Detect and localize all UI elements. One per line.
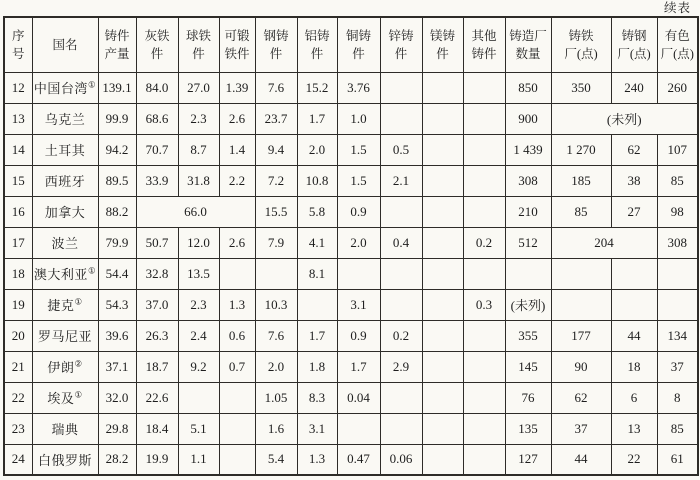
table-cell: 85 bbox=[551, 196, 611, 227]
table-cell: 9.2 bbox=[178, 351, 219, 382]
table-cell bbox=[219, 444, 255, 475]
table-cell bbox=[422, 413, 463, 444]
table-cell: 6 bbox=[611, 382, 657, 413]
table-cell: 西班牙 bbox=[32, 165, 98, 196]
table-cell bbox=[657, 258, 698, 289]
table-header bbox=[4, 17, 698, 72]
col-header-iron-foundries: 铸铁 厂(点) bbox=[551, 17, 611, 72]
table-cell bbox=[422, 444, 463, 475]
col-header-serial-number: 序 号 bbox=[4, 17, 32, 72]
table-cell: 罗马尼亚 bbox=[32, 320, 98, 351]
table-cell bbox=[505, 258, 551, 289]
table-row bbox=[4, 382, 698, 413]
table-cell: 8.1 bbox=[297, 258, 337, 289]
table-cell: 2.0 bbox=[297, 134, 337, 165]
table-cell: 0.7 bbox=[219, 351, 255, 382]
table-cell: 7.9 bbox=[255, 227, 297, 258]
table-cell: 5.1 bbox=[178, 413, 219, 444]
table-cell: 1.05 bbox=[255, 382, 297, 413]
table-cell: 18.4 bbox=[136, 413, 178, 444]
footnote-marker: ① bbox=[74, 296, 83, 307]
footnote-marker: ② bbox=[74, 358, 83, 369]
table-cell: 14 bbox=[4, 134, 32, 165]
table-cell: 0.9 bbox=[337, 320, 380, 351]
table-cell bbox=[463, 351, 505, 382]
table-cell: 0.3 bbox=[463, 289, 505, 320]
table-cell: 1.8 bbox=[297, 351, 337, 382]
col-header-nonferrous-foundries: 有色 厂(点) bbox=[657, 17, 698, 72]
table-cell: 15.2 bbox=[297, 72, 337, 103]
table-row bbox=[4, 227, 698, 258]
table-cell: 350 bbox=[551, 72, 611, 103]
table-cell: 26.3 bbox=[136, 320, 178, 351]
table-cell: 2.1 bbox=[380, 165, 422, 196]
table-cell: 澳大利亚① bbox=[32, 258, 98, 289]
table-cell: 16 bbox=[4, 196, 32, 227]
table-cell: 107 bbox=[657, 134, 698, 165]
table-cell: 2.3 bbox=[178, 103, 219, 134]
table-cell: 99.9 bbox=[98, 103, 136, 134]
footnote-marker: ① bbox=[87, 79, 97, 90]
table-cell bbox=[463, 258, 505, 289]
table-cell: 10.3 bbox=[255, 289, 297, 320]
table-cell bbox=[380, 72, 422, 103]
table-cell bbox=[463, 165, 505, 196]
table-cell: 0.2 bbox=[380, 320, 422, 351]
table-cell bbox=[219, 382, 255, 413]
table-cell: 伊朗② bbox=[32, 351, 98, 382]
table-cell: 27.0 bbox=[178, 72, 219, 103]
table-cell bbox=[422, 258, 463, 289]
table-cell: 90 bbox=[551, 351, 611, 382]
table-cell: 177 bbox=[551, 320, 611, 351]
table-cell: 66.0 bbox=[136, 196, 255, 227]
table-cell bbox=[611, 289, 657, 320]
table-cell bbox=[463, 320, 505, 351]
table-row bbox=[4, 320, 698, 351]
table-cell: 3.76 bbox=[337, 72, 380, 103]
table-cell: 28.2 bbox=[98, 444, 136, 475]
table-cell bbox=[337, 413, 380, 444]
table-cell: 0.4 bbox=[380, 227, 422, 258]
table-cell: 7.6 bbox=[255, 320, 297, 351]
col-header-gray-iron: 灰铁 件 bbox=[136, 17, 178, 72]
table-cell bbox=[551, 258, 611, 289]
table-cell: 1.4 bbox=[219, 134, 255, 165]
table-cell: 1.7 bbox=[337, 351, 380, 382]
table-cell: 12.0 bbox=[178, 227, 219, 258]
table-cell bbox=[178, 382, 219, 413]
table-cell: 38 bbox=[611, 165, 657, 196]
table-cell bbox=[611, 258, 657, 289]
table-cell: 27 bbox=[611, 196, 657, 227]
table-cell: 1.5 bbox=[337, 165, 380, 196]
table-cell: 54.4 bbox=[98, 258, 136, 289]
table-cell: 145 bbox=[505, 351, 551, 382]
table-cell bbox=[422, 134, 463, 165]
table-cell: 2.4 bbox=[178, 320, 219, 351]
table-cell: 0.06 bbox=[380, 444, 422, 475]
table-cell: 98 bbox=[657, 196, 698, 227]
table-cell: 23 bbox=[4, 413, 32, 444]
table-cell: 204 bbox=[551, 227, 657, 258]
table-row bbox=[4, 444, 698, 475]
table-cell: 1.1 bbox=[178, 444, 219, 475]
table-cell: 68.6 bbox=[136, 103, 178, 134]
table-cell: 308 bbox=[657, 227, 698, 258]
table-cell: 8.3 bbox=[297, 382, 337, 413]
col-header-copper-castings: 铜铸 件 bbox=[337, 17, 380, 72]
table-cell bbox=[255, 258, 297, 289]
table-cell bbox=[219, 258, 255, 289]
table-cell: 33.9 bbox=[136, 165, 178, 196]
table-cell: 37 bbox=[657, 351, 698, 382]
table-cell: 5.8 bbox=[297, 196, 337, 227]
table-row bbox=[4, 165, 698, 196]
col-header-steel-castings: 钢铸 件 bbox=[255, 17, 297, 72]
table-cell: 1.7 bbox=[297, 103, 337, 134]
table-cell bbox=[463, 413, 505, 444]
table-cell bbox=[463, 103, 505, 134]
table-cell: 18 bbox=[611, 351, 657, 382]
col-header-other-castings: 其他 铸件 bbox=[463, 17, 505, 72]
table-cell: 波兰 bbox=[32, 227, 98, 258]
table-cell: 54.3 bbox=[98, 289, 136, 320]
table-cell bbox=[422, 227, 463, 258]
table-cell: 185 bbox=[551, 165, 611, 196]
table-row bbox=[4, 196, 698, 227]
table-cell: 2.6 bbox=[219, 227, 255, 258]
table-row bbox=[4, 413, 698, 444]
table-cell: 355 bbox=[505, 320, 551, 351]
table-cell bbox=[463, 72, 505, 103]
table-cell bbox=[657, 289, 698, 320]
table-cell: 0.47 bbox=[337, 444, 380, 475]
table-cell: 62 bbox=[551, 382, 611, 413]
table-cell: 0.04 bbox=[337, 382, 380, 413]
table-cell: 2.2 bbox=[219, 165, 255, 196]
table-cell: 76 bbox=[505, 382, 551, 413]
col-header-malleable-iron: 可锻 铁件 bbox=[219, 17, 255, 72]
table-cell: 0.6 bbox=[219, 320, 255, 351]
table-cell: 37 bbox=[551, 413, 611, 444]
table-cell bbox=[380, 258, 422, 289]
table-cell: 1.6 bbox=[255, 413, 297, 444]
table-cell bbox=[422, 165, 463, 196]
table-cell bbox=[380, 196, 422, 227]
table-cell: 13.5 bbox=[178, 258, 219, 289]
table-cell bbox=[463, 444, 505, 475]
table-cell: 18.7 bbox=[136, 351, 178, 382]
table-cell: 62 bbox=[611, 134, 657, 165]
table-cell: 1 439 bbox=[505, 134, 551, 165]
table-row bbox=[4, 258, 698, 289]
table-cell: 1.3 bbox=[219, 289, 255, 320]
table-body bbox=[4, 72, 698, 475]
table-cell: 44 bbox=[551, 444, 611, 475]
table-cell: 7.2 bbox=[255, 165, 297, 196]
table-cell: 85 bbox=[657, 165, 698, 196]
table-cell: 中国台湾① bbox=[32, 72, 98, 103]
table-cell: 2.3 bbox=[178, 289, 219, 320]
table-cell: 12 bbox=[4, 72, 32, 103]
col-header-foundry-count: 铸造厂 数量 bbox=[505, 17, 551, 72]
table-cell: 850 bbox=[505, 72, 551, 103]
table-cell: 24 bbox=[4, 444, 32, 475]
table-cell: 4.1 bbox=[297, 227, 337, 258]
table-row bbox=[4, 103, 698, 134]
table-cell bbox=[337, 258, 380, 289]
col-header-zinc-castings: 锌铸 件 bbox=[380, 17, 422, 72]
table-cell bbox=[422, 103, 463, 134]
table-cell: 8 bbox=[657, 382, 698, 413]
table-cell: 32.8 bbox=[136, 258, 178, 289]
table-cell: 85 bbox=[657, 413, 698, 444]
table-cell: 210 bbox=[505, 196, 551, 227]
footnote-marker: ① bbox=[74, 389, 83, 400]
table-cell: 7.6 bbox=[255, 72, 297, 103]
table-cell bbox=[551, 289, 611, 320]
table-cell: 17 bbox=[4, 227, 32, 258]
table-cell: 37.1 bbox=[98, 351, 136, 382]
table-cell: 1.39 bbox=[219, 72, 255, 103]
footnote-marker: ① bbox=[87, 265, 97, 276]
table-cell bbox=[422, 320, 463, 351]
table-cell: 15 bbox=[4, 165, 32, 196]
table-cell: 3.1 bbox=[297, 413, 337, 444]
table-cell: 2.6 bbox=[219, 103, 255, 134]
table-cell: 23.7 bbox=[255, 103, 297, 134]
table-cell: 134 bbox=[657, 320, 698, 351]
table-cell: 1.0 bbox=[337, 103, 380, 134]
table-cell bbox=[422, 72, 463, 103]
table-row bbox=[4, 351, 698, 382]
col-header-country: 国名 bbox=[32, 17, 98, 72]
col-header-steel-foundries: 铸钢 厂(点) bbox=[611, 17, 657, 72]
table-cell: 19 bbox=[4, 289, 32, 320]
table-cell: 37.0 bbox=[136, 289, 178, 320]
col-header-casting-output: 铸件 产量 bbox=[98, 17, 136, 72]
table-cell bbox=[380, 382, 422, 413]
table-cell bbox=[422, 382, 463, 413]
table-cell: 29.8 bbox=[98, 413, 136, 444]
table-cell: 1.5 bbox=[337, 134, 380, 165]
table-cell: 900 bbox=[505, 103, 551, 134]
table-cell: 94.2 bbox=[98, 134, 136, 165]
table-cell: 白俄罗斯 bbox=[32, 444, 98, 475]
table-cell bbox=[463, 134, 505, 165]
table-cell: 5.4 bbox=[255, 444, 297, 475]
table-cell: 127 bbox=[505, 444, 551, 475]
table-cell: 加拿大 bbox=[32, 196, 98, 227]
table-cell: (未列) bbox=[505, 289, 551, 320]
table-cell bbox=[380, 289, 422, 320]
table-cell: 0.2 bbox=[463, 227, 505, 258]
table-row bbox=[4, 72, 698, 103]
table-cell: 44 bbox=[611, 320, 657, 351]
table-cell: 22 bbox=[4, 382, 32, 413]
table-cell: 13 bbox=[611, 413, 657, 444]
table-cell: 3.1 bbox=[337, 289, 380, 320]
table-cell: 埃及① bbox=[32, 382, 98, 413]
table-cell: 捷克① bbox=[32, 289, 98, 320]
table-cell: 9.4 bbox=[255, 134, 297, 165]
table-cell: 0.9 bbox=[337, 196, 380, 227]
table-cell: 18 bbox=[4, 258, 32, 289]
table-cell: 50.7 bbox=[136, 227, 178, 258]
table-cell bbox=[297, 289, 337, 320]
table-cell: 22.6 bbox=[136, 382, 178, 413]
table-cell: 308 bbox=[505, 165, 551, 196]
table-cell: 32.0 bbox=[98, 382, 136, 413]
table-cell: 135 bbox=[505, 413, 551, 444]
table-cell bbox=[422, 289, 463, 320]
table-cell: 260 bbox=[657, 72, 698, 103]
table-cell: 15.5 bbox=[255, 196, 297, 227]
table-cell: 2.0 bbox=[337, 227, 380, 258]
table-cell: 31.8 bbox=[178, 165, 219, 196]
col-header-aluminum-castings: 铝铸 件 bbox=[297, 17, 337, 72]
continued-table-label: 续表 bbox=[663, 1, 691, 15]
table-cell: 22 bbox=[611, 444, 657, 475]
table-cell: 70.7 bbox=[136, 134, 178, 165]
table-cell bbox=[463, 196, 505, 227]
table-cell: 61 bbox=[657, 444, 698, 475]
table-cell: 20 bbox=[4, 320, 32, 351]
table-cell: 乌克兰 bbox=[32, 103, 98, 134]
table-cell bbox=[380, 413, 422, 444]
table-cell: 10.8 bbox=[297, 165, 337, 196]
table-cell: (未列) bbox=[551, 103, 698, 134]
table-cell: 瑞典 bbox=[32, 413, 98, 444]
table-cell: 2.0 bbox=[255, 351, 297, 382]
table-cell: 土耳其 bbox=[32, 134, 98, 165]
table-cell: 39.6 bbox=[98, 320, 136, 351]
col-header-magnesium-castings: 镁铸 件 bbox=[422, 17, 463, 72]
table-cell: 2.9 bbox=[380, 351, 422, 382]
table-cell: 89.5 bbox=[98, 165, 136, 196]
table-cell: 8.7 bbox=[178, 134, 219, 165]
table-cell: 139.1 bbox=[98, 72, 136, 103]
table-row bbox=[4, 134, 698, 165]
table-cell bbox=[219, 413, 255, 444]
table-cell bbox=[463, 382, 505, 413]
table-cell bbox=[380, 103, 422, 134]
table-cell: 79.9 bbox=[98, 227, 136, 258]
table-cell: 240 bbox=[611, 72, 657, 103]
col-header-ductile-iron: 球铁 件 bbox=[178, 17, 219, 72]
castings-statistics-table bbox=[3, 16, 699, 476]
table-cell: 13 bbox=[4, 103, 32, 134]
table-cell bbox=[422, 196, 463, 227]
table-cell: 21 bbox=[4, 351, 32, 382]
table-cell bbox=[422, 351, 463, 382]
table-cell: 512 bbox=[505, 227, 551, 258]
table-cell: 19.9 bbox=[136, 444, 178, 475]
table-cell: 84.0 bbox=[136, 72, 178, 103]
table-cell: 1.3 bbox=[297, 444, 337, 475]
header-row bbox=[4, 17, 698, 72]
table-row bbox=[4, 289, 698, 320]
table-cell: 1 270 bbox=[551, 134, 611, 165]
table-cell: 0.5 bbox=[380, 134, 422, 165]
table-cell: 1.7 bbox=[297, 320, 337, 351]
table-cell: 88.2 bbox=[98, 196, 136, 227]
